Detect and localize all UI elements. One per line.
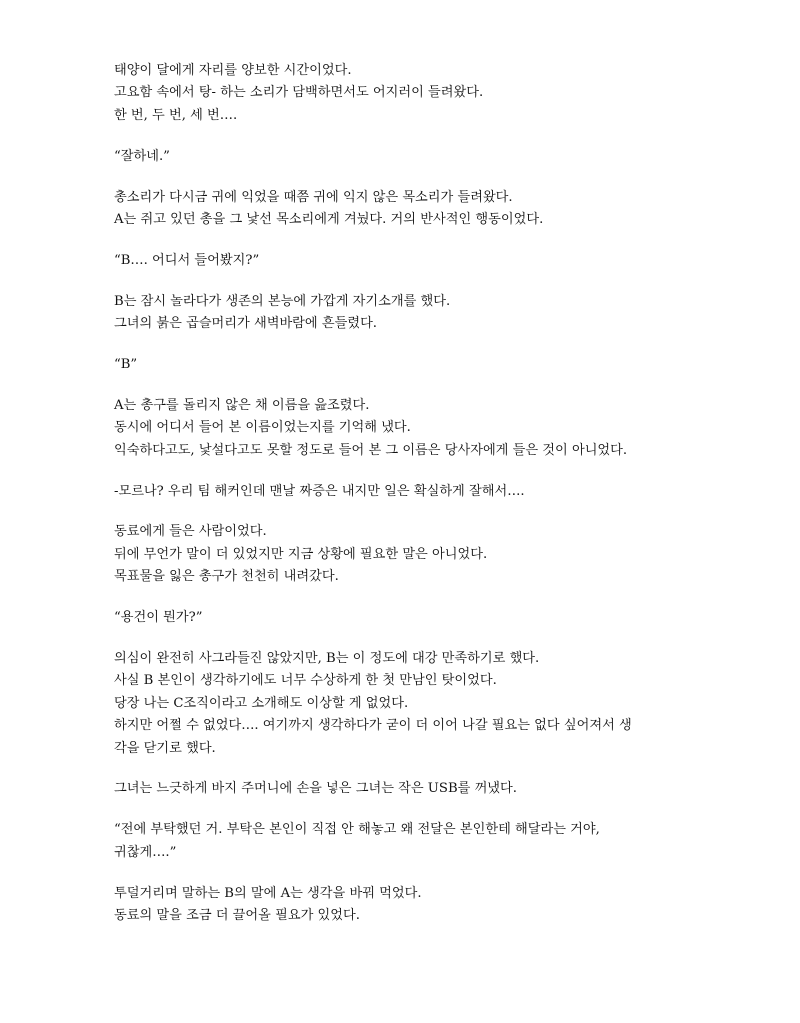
dialogue-line: “B” [114,357,138,373]
paragraph [114,395,714,462]
dialogue-line: “용건이 뭔가?” [114,610,203,626]
text-line: 익숙하다고도, 낯설다고도 못할 정도로 들어 본 그 이름은 당사자에게 들은 것이 아니었다. [114,442,628,458]
paragraph-gap [114,336,714,355]
text-line: 투덜거리며 말하는 B의 말에 A는 생각을 바꿔 먹었다. [114,885,422,901]
paragraph-gap [114,376,714,395]
text-line: 한 번, 두 번, 세 번…. [114,107,238,123]
paragraph [114,648,714,760]
paragraph-gap [114,864,714,883]
text-line: 당장 나는 C조직이라고 소개해도 이상할 게 없었다. [114,695,409,711]
dialogue-line: “B…. 어디서 들어봤지?” [114,252,260,268]
text-line: 하지만 어쩔 수 없었다…. 여기까지 생각하다가 굳이 더 이어 나갈 필요는 없다 싶어져서 생 [114,718,632,734]
text-line: 각을 닫기로 했다. [114,740,216,756]
paragraph-gap [114,503,714,522]
text-line: 총소리가 다시금 귀에 익었을 때쯤 귀에 익지 않은 목소리가 들려왔다. [114,189,513,205]
paragraph-gap [114,760,714,779]
paragraph-gap [114,127,714,146]
text-line: 그녀의 붉은 곱슬머리가 새벽바람에 흔들렸다. [114,316,378,332]
paragraph [114,819,714,864]
text-line: 동시에 어디서 들어 본 이름이었는지를 기억해 냈다. [114,420,411,436]
paragraph-gap [114,589,714,608]
dialogue-line: “잘하네.” [114,148,170,164]
text-line: 동료의 말을 조금 더 끌어올 필요가 있었다. [114,908,360,924]
dialogue-line: 귀찮게….” [114,844,177,860]
paragraph [114,354,714,376]
text-line: -모르나? 우리 팀 해커인데 맨날 짜증은 내지만 일은 확실하게 잘해서…. [114,483,525,499]
text-line: 의심이 완전히 사그라들진 않았지만, B는 이 정도에 대강 만족하기로 했다. [114,651,540,667]
text-line: 사실 B 본인이 생각하기에도 너무 수상하게 한 첫 만남인 탓이었다. [114,673,497,689]
paragraph [114,291,714,336]
text-line: 목표물을 잃은 총구가 천천히 내려갔다. [114,569,339,585]
paragraph [114,778,714,800]
paragraph-gap [114,801,714,820]
text-line: 뒤에 무언가 말이 더 있었지만 지금 상황에 필요한 말은 아니었다. [114,546,488,562]
text-line: 태양이 달에게 자리를 양보한 시간이었다. [114,63,352,78]
paragraph [114,60,714,168]
story-text [114,60,714,927]
paragraph [114,187,714,232]
text-line: A는 쥐고 있던 총을 그 낯선 목소리에게 겨눴다. 거의 반사적인 행동이었다. [114,211,544,227]
text-line: B는 잠시 놀라다가 생존의 본능에 가깝게 자기소개를 했다. [114,293,451,309]
text-line: 동료에게 들은 사람이었다. [114,524,267,540]
text-line: 고요함 속에서 탕- 하는 소리가 담백하면서도 어지러이 들려왔다. [114,85,484,101]
paragraph-gap [114,462,714,481]
paragraph-gap [114,630,714,649]
paragraph-gap [114,272,714,291]
text-line: A는 총구를 돌리지 않은 채 이름을 읊조렸다. [114,397,370,413]
paragraph [114,607,714,629]
paragraph [114,521,714,588]
paragraph-gap [114,231,714,250]
paragraph [114,481,714,503]
paragraph [114,883,714,928]
paragraph [114,250,714,272]
text-line: 그녀는 느긋하게 바지 주머니에 손을 넣은 그녀는 작은 USB를 꺼냈다. [114,781,517,797]
dialogue-line: “전에 부탁했던 거. 부탁은 본인이 직접 안 해놓고 왜 전달은 본인한테 해달라는 거야, [114,822,600,838]
paragraph-gap [114,168,714,187]
